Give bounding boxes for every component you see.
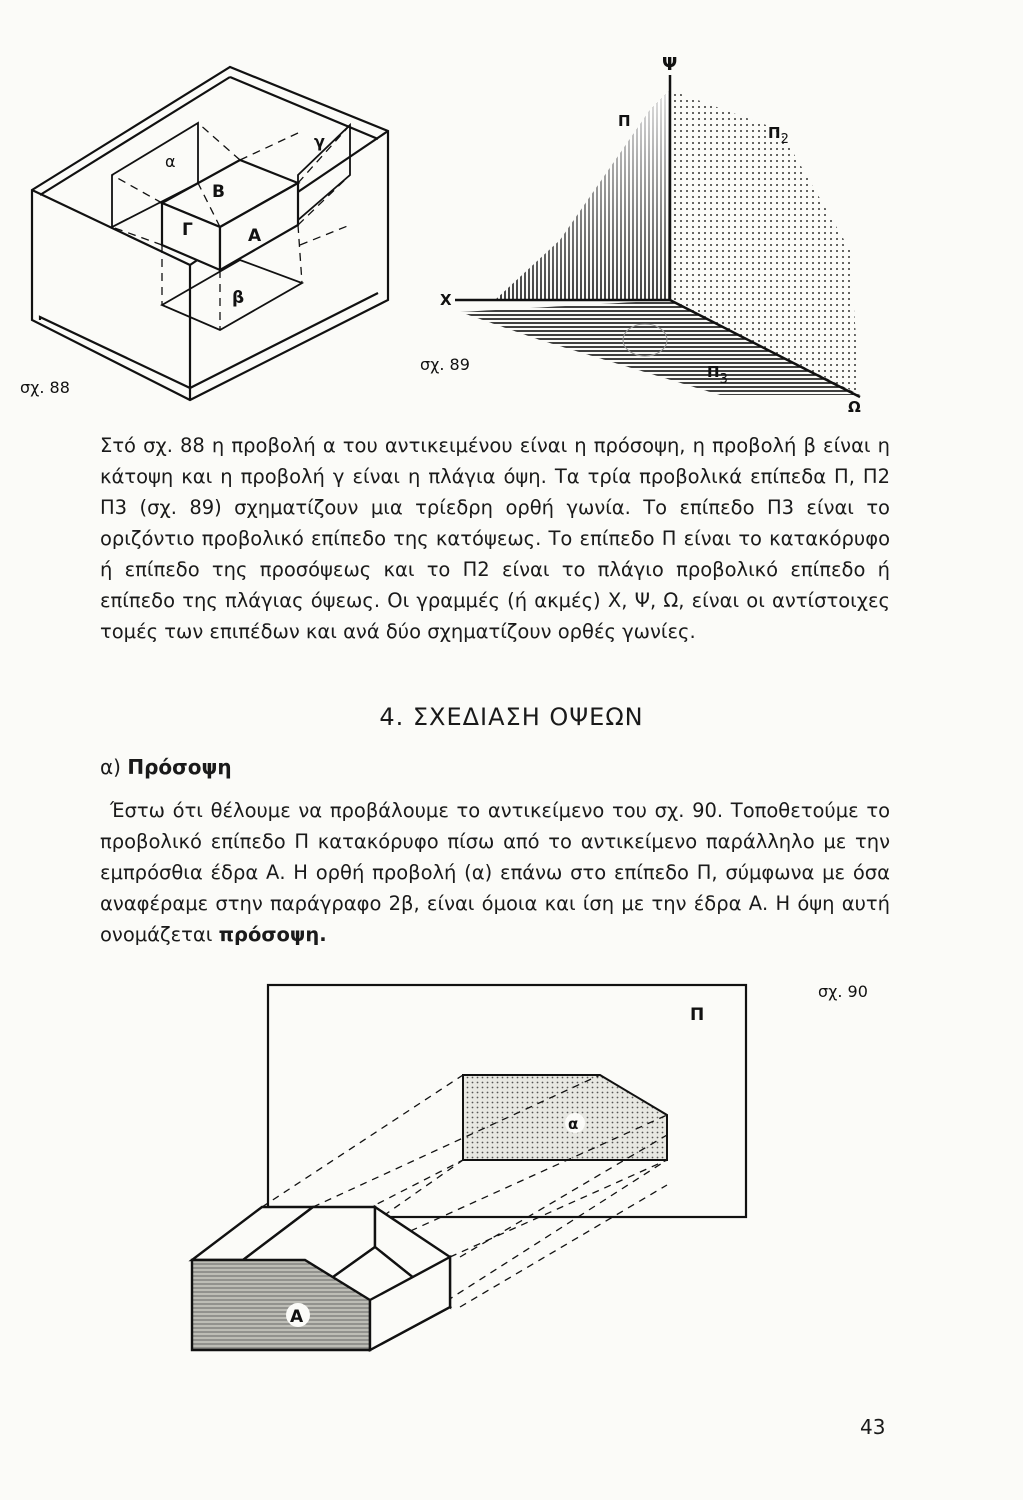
label-pi: Π xyxy=(618,112,631,130)
page-number: 43 xyxy=(860,1415,886,1439)
paragraph-2 xyxy=(100,795,890,950)
label-B: Β xyxy=(212,182,225,202)
figure-88 xyxy=(20,55,420,415)
object-solid xyxy=(192,1207,450,1350)
paragraph-1: Στό σχ. 88 η προβολή α του αντικειμένου είναι η πρόσοψη, η προβολή β είναι η κάτοψη και η προβολή γ είναι η πλάγια όψη. Τα τρία προβολικά επίπεδα Π, Π2 Π3 (σχ. 89) σχηματίζουν μια τρίεδρη ορθή γωνία. Το επίπεδο Π3 είναι το οριζόντιο προβολικό επίπεδο της κατόψεως. Το επίπεδο Π είναι το κατακόρυφο ή επίπεδο της προσόψεως και το Π2 είναι το πλάγιο προβολικό επίπεδο ή επίπεδο της πλάγιας όψεως. Οι γραμμές (ή ακμές) Χ, Ψ, Ω, είναι οι αντίστοιχες τομές των επιπέδων και ανά δύο σχηματίζουν ορθές γωνίες. xyxy=(100,434,890,643)
subheading xyxy=(100,755,232,779)
paragraph-2-text: Έστω ότι θέλουμε να προβάλουμε το αντικείμενο του σχ. 90. Τοποθετούμε το προβολικό επίπεδο Π κατακόρυφο πίσω από το αντικείμενο παράλληλο με την εμπρόσθια έδρα Α. Η ορθή προβολή (α) επάνω στο επίπεδο Π, σύμφωνα με όσα αναφέραμε στην παράγραφο 2β, είναι όμοια και ίση με την έδρα Α. Η όψη αυτή ονομάζεται xyxy=(100,799,890,946)
object-block xyxy=(162,160,298,270)
caption-fig88: σχ. 88 xyxy=(20,378,70,397)
label-Gamma: Γ xyxy=(182,220,193,240)
projection-alpha xyxy=(463,1075,667,1160)
label-pi: Π xyxy=(690,1005,705,1025)
paragraph-2-bold: πρόσοψη. xyxy=(218,923,327,946)
label-A: Α xyxy=(248,226,262,246)
label-pi2: Π2 xyxy=(768,124,789,147)
label-A: Α xyxy=(290,1307,304,1327)
subheading-title: Πρόσοψη xyxy=(127,755,232,779)
figure-89 xyxy=(420,50,880,416)
label-a: α xyxy=(165,152,176,171)
label-x: Χ xyxy=(440,291,452,309)
section-heading: 4. ΣΧΕΔΙΑΣΗ ΟΨΕΩΝ xyxy=(379,703,644,731)
label-gamma-top: γ xyxy=(314,132,325,151)
label-pi3: Π3 xyxy=(707,363,728,387)
label-beta: β xyxy=(232,288,245,308)
caption-fig90: σχ. 90 xyxy=(818,982,868,1001)
subheading-marker: α) xyxy=(100,755,121,779)
label-alpha: α xyxy=(568,1115,579,1133)
caption-fig89: σχ. 89 xyxy=(420,355,470,374)
label-psi: Ψ xyxy=(662,54,678,75)
label-omega: Ω xyxy=(848,398,861,416)
figure-90 xyxy=(180,975,900,1360)
